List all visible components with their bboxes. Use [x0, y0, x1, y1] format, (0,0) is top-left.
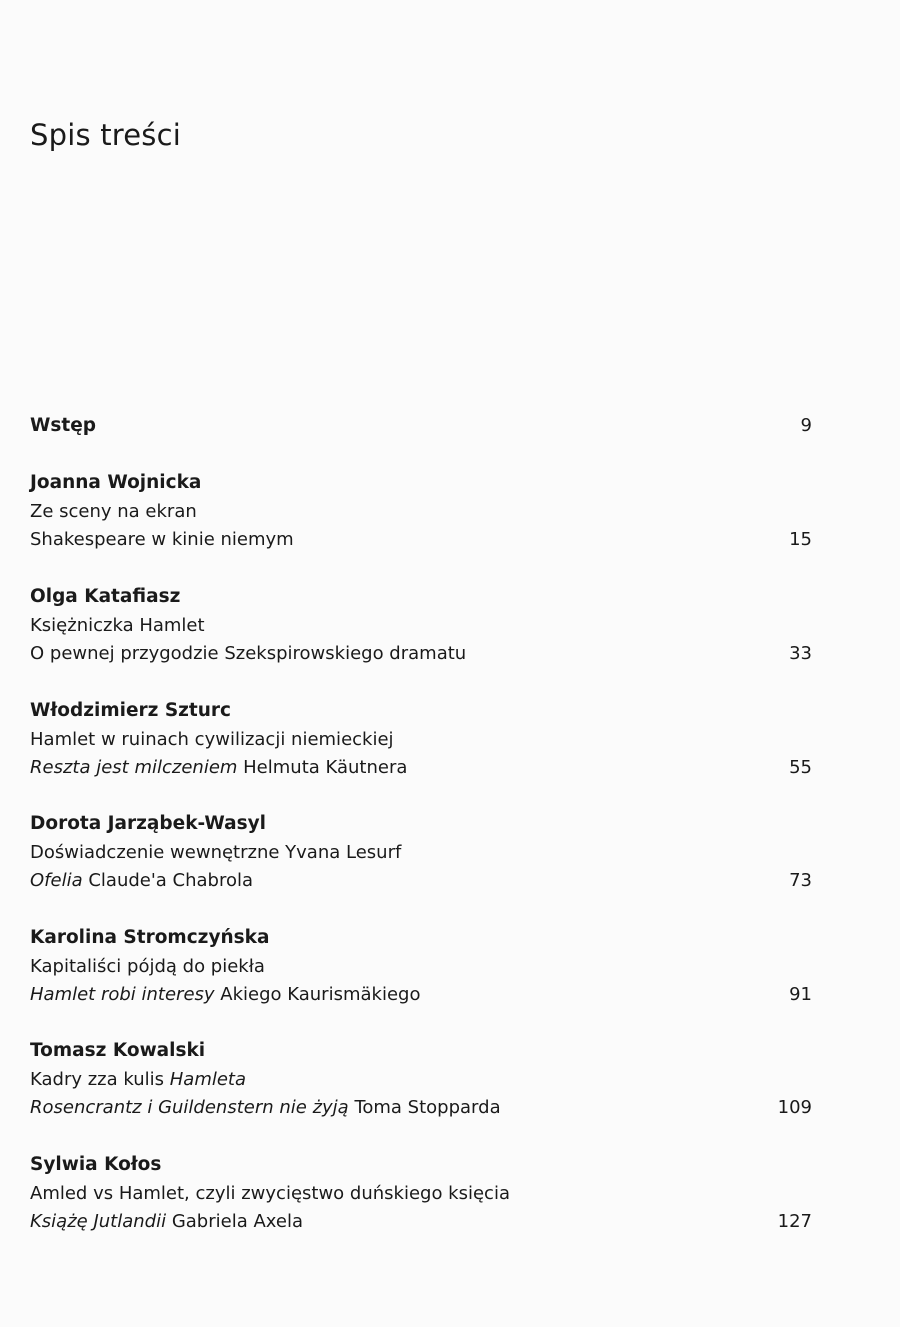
author-name: Sylwia Kołos	[30, 1154, 162, 1175]
chapter-title: Kapitaliści pójdą do piekła	[30, 955, 265, 977]
author-name: Olga Katafiasz	[30, 586, 181, 607]
chapter-subtitle: Toma Stopparda	[348, 1097, 501, 1118]
film-title: Reszta jest milczeniem	[30, 757, 238, 778]
toc-entry[interactable]	[30, 1037, 812, 1123]
film-title: Ofelia	[30, 870, 83, 891]
chapter-subtitle: Claude'a Chabrola	[82, 870, 254, 891]
page-title: Spis treści	[30, 118, 182, 152]
toc-entry[interactable]	[30, 810, 812, 896]
page-number: 91	[789, 984, 812, 1005]
chapter-title: Kadry zza kulis	[30, 1068, 170, 1090]
chapter-title: Hamlet w ruinach cywilizacji niemieckiej	[30, 728, 394, 750]
page-number: 127	[777, 1211, 812, 1232]
toc-entry[interactable]	[30, 469, 812, 555]
play-title: Hamleta	[169, 1068, 247, 1090]
page-number: 109	[777, 1097, 812, 1118]
author-name: Karolina Stromczyńska	[30, 927, 270, 948]
page-number: 33	[789, 643, 812, 664]
toc-entry[interactable]	[30, 1151, 812, 1237]
author-name: Włodzimierz Szturc	[30, 700, 232, 721]
intro-label: Wstęp	[30, 415, 97, 436]
chapter-subtitle: O pewnej przygodzie Szekspirowskiego dramatu	[30, 643, 467, 664]
author-name: Tomasz Kowalski	[30, 1040, 206, 1061]
author-name: Dorota Jarząbek-Wasyl	[30, 813, 266, 834]
chapter-subtitle: Helmuta Käutnera	[237, 757, 408, 778]
chapter-title: Ze sceny na ekran	[30, 500, 197, 522]
page-number: 55	[789, 757, 812, 778]
chapter-subtitle: Akiego Kaurismäkiego	[214, 984, 421, 1005]
film-title: Książę Jutlandii	[30, 1211, 167, 1232]
toc-entry[interactable]	[30, 583, 812, 669]
page-number: 9	[800, 415, 812, 436]
film-title: Rosencrantz i Guildenstern nie żyją	[30, 1097, 349, 1118]
chapter-title: Amled vs Hamlet, czyli zwycięstwo duńskiego księcia	[30, 1182, 510, 1204]
chapter-subtitle: Shakespeare w kinie niemym	[30, 529, 294, 550]
page-number: 15	[789, 529, 812, 550]
author-name: Joanna Wojnicka	[30, 472, 202, 493]
page-number: 73	[789, 870, 812, 891]
chapter-title: Doświadczenie wewnętrzne Yvana Lesurf	[30, 841, 402, 863]
toc-entry[interactable]	[30, 924, 812, 1010]
toc-entry-intro[interactable]	[30, 412, 812, 441]
chapter-subtitle: Gabriela Axela	[166, 1211, 303, 1232]
toc-entry[interactable]	[30, 697, 812, 783]
chapter-title: Księżniczka Hamlet	[30, 614, 205, 636]
film-title: Hamlet robi interesy	[30, 984, 215, 1005]
